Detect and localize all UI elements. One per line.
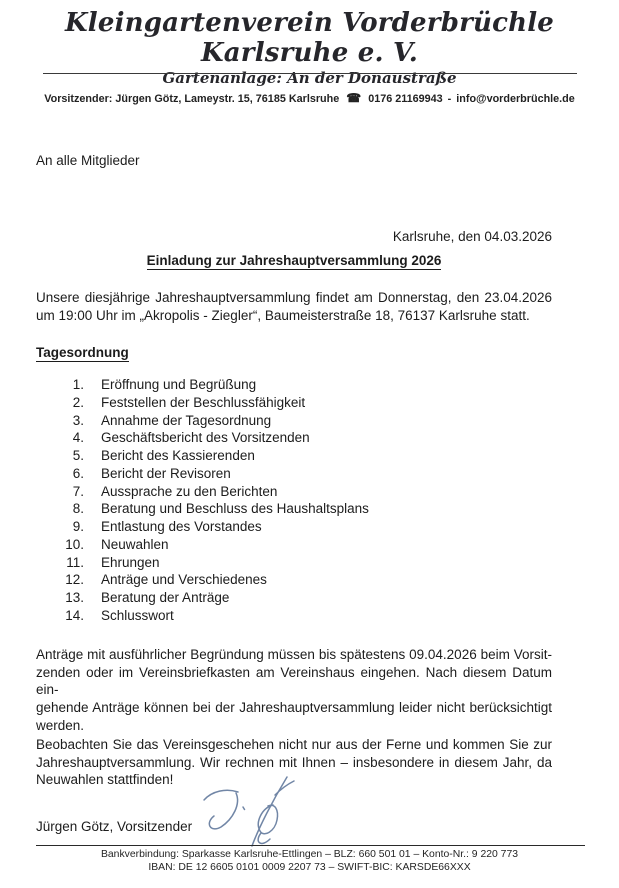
email-address: info@vorderbrüchle.de — [456, 93, 575, 105]
handwritten-signature — [196, 770, 308, 850]
intro-paragraph — [36, 289, 552, 324]
letterhead-divider — [43, 73, 577, 74]
paragraph-line: Neuwahlen stattfinden! — [36, 772, 174, 788]
agenda-item — [36, 518, 552, 536]
recipient-line: An alle Mitglieder — [36, 153, 140, 168]
club-name: Kleingartenverein Vorderbrüchle Karlsruhe e. V. — [64, 8, 555, 68]
agenda-item-text: Schlusswort — [101, 607, 174, 623]
paragraph-line: Anträge mit ausführlicher Begründung müssen bis spätestens 09.04.2026 beim Vorsit- — [36, 647, 552, 662]
facility-line: Gartenanlage: An der Donaustraße — [162, 69, 457, 87]
agenda-item-number: 10. — [65, 536, 84, 552]
agenda-item-text: Eröffnung und Begrüßung — [101, 377, 257, 392]
deadline-paragraph — [36, 646, 552, 735]
phone-number: 0176 21169943 — [368, 93, 443, 105]
letterhead — [0, 8, 619, 106]
agenda-item-text: Neuwahlen — [101, 536, 169, 552]
agenda-item — [36, 500, 552, 518]
paragraph-line: zenden oder im Vereinsbriefkasten am Vereinshaus eingehen. Nach diesem Datum ein- — [36, 664, 552, 698]
paragraph-line: um 19:00 Uhr im „Akropolis - Ziegler“, Baumeisterstraße 18, 76137 Karlsruhe statt. — [36, 307, 530, 323]
agenda-item-number: 9. — [72, 519, 84, 534]
agenda-item-text: Entlastung des Vorstandes — [101, 519, 262, 534]
agenda-heading-text: Tagesordnung — [36, 345, 129, 360]
agenda-item-number: 2. — [72, 394, 84, 410]
agenda-item-number: 1. — [72, 377, 84, 392]
agenda-item-number: 13. — [65, 590, 84, 605]
signer-line: Jürgen Götz, Vorsitzender — [36, 819, 193, 834]
agenda-item — [36, 394, 552, 412]
agenda-item — [36, 554, 552, 572]
contact-line — [0, 91, 619, 106]
agenda-item-text: Beratung der Anträge — [101, 590, 230, 605]
agenda-item — [36, 571, 552, 589]
document-title — [36, 252, 552, 270]
paragraph-line: werden. — [36, 717, 85, 733]
footer-divider — [36, 845, 585, 846]
agenda-item — [36, 589, 552, 607]
agenda-item-number: 14. — [65, 607, 84, 623]
agenda-item — [36, 429, 552, 447]
agenda-item-text: Aussprache zu den Berichten — [101, 483, 278, 499]
chairman-address: Vorsitzender: Jürgen Götz, Lameystr. 15, 76185 Karlsruhe — [44, 93, 340, 105]
agenda-item-number: 5. — [72, 448, 84, 463]
contact-separator: - — [447, 93, 452, 105]
agenda-item-text: Bericht des Kassierenden — [101, 448, 255, 463]
paragraph-line: Jahreshauptversammlung. Wir rechnen mit Ihnen – insbesondere in diesem Jahr, da — [36, 754, 552, 770]
paragraph-line: gehende Anträge können bei der Jahreshauptversammlung leider nicht berücksichtigt — [36, 700, 552, 716]
agenda-item — [36, 376, 552, 394]
agenda-list — [36, 376, 552, 625]
agenda-heading — [36, 344, 552, 362]
agenda-item — [36, 447, 552, 465]
footer-iban-line: IBAN: DE 12 6605 0101 0009 2207 73 – SWIFT-BIC: KARSDE66XXX — [148, 861, 471, 873]
paragraph-line: Unsere diesjährige Jahreshauptversammlung findet am Donnerstag, den 23.04.2026 — [36, 290, 552, 305]
footer-bank-line: Bankverbindung: Sparkasse Karlsruhe-Ettlingen – BLZ: 660 501 01 – Konto-Nr.: 9 220 773 — [100, 849, 519, 860]
dateline: Karlsruhe, den 04.03.2026 — [392, 229, 552, 244]
agenda-item — [36, 412, 552, 430]
agenda-item-text: Feststellen der Beschlussfähigkeit — [101, 394, 306, 410]
agenda-item-text: Ehrungen — [101, 554, 160, 570]
agenda-item-number: 3. — [72, 412, 84, 428]
agenda-item — [36, 483, 552, 501]
paragraph-line: Beobachten Sie das Vereinsgeschehen nicht nur aus der Ferne und kommen Sie zur — [36, 737, 552, 752]
agenda-item — [36, 536, 552, 554]
agenda-item-number: 8. — [72, 501, 84, 517]
agenda-item-text: Bericht der Revisoren — [101, 465, 231, 481]
agenda-item-number: 7. — [72, 483, 84, 499]
agenda-item-number: 12. — [65, 572, 84, 588]
agenda-item-text: Anträge und Verschiedenes — [101, 572, 267, 588]
agenda-item — [36, 607, 552, 625]
agenda-item-number: 6. — [72, 465, 84, 481]
agenda-item-text: Beratung und Beschluss des Haushaltsplans — [101, 501, 369, 517]
agenda-item-text: Geschäftsbericht des Vorsitzenden — [101, 430, 310, 446]
agenda-item-text: Annahme der Tagesordnung — [101, 412, 272, 428]
footer — [0, 849, 619, 874]
agenda-item-number: 11. — [66, 554, 84, 570]
agenda-item-number: 4. — [72, 430, 84, 446]
phone-icon: ☎ — [346, 91, 362, 105]
document-title-text: Einladung zur Jahreshauptversammlung 2026 — [146, 253, 442, 268]
agenda-item — [36, 465, 552, 483]
